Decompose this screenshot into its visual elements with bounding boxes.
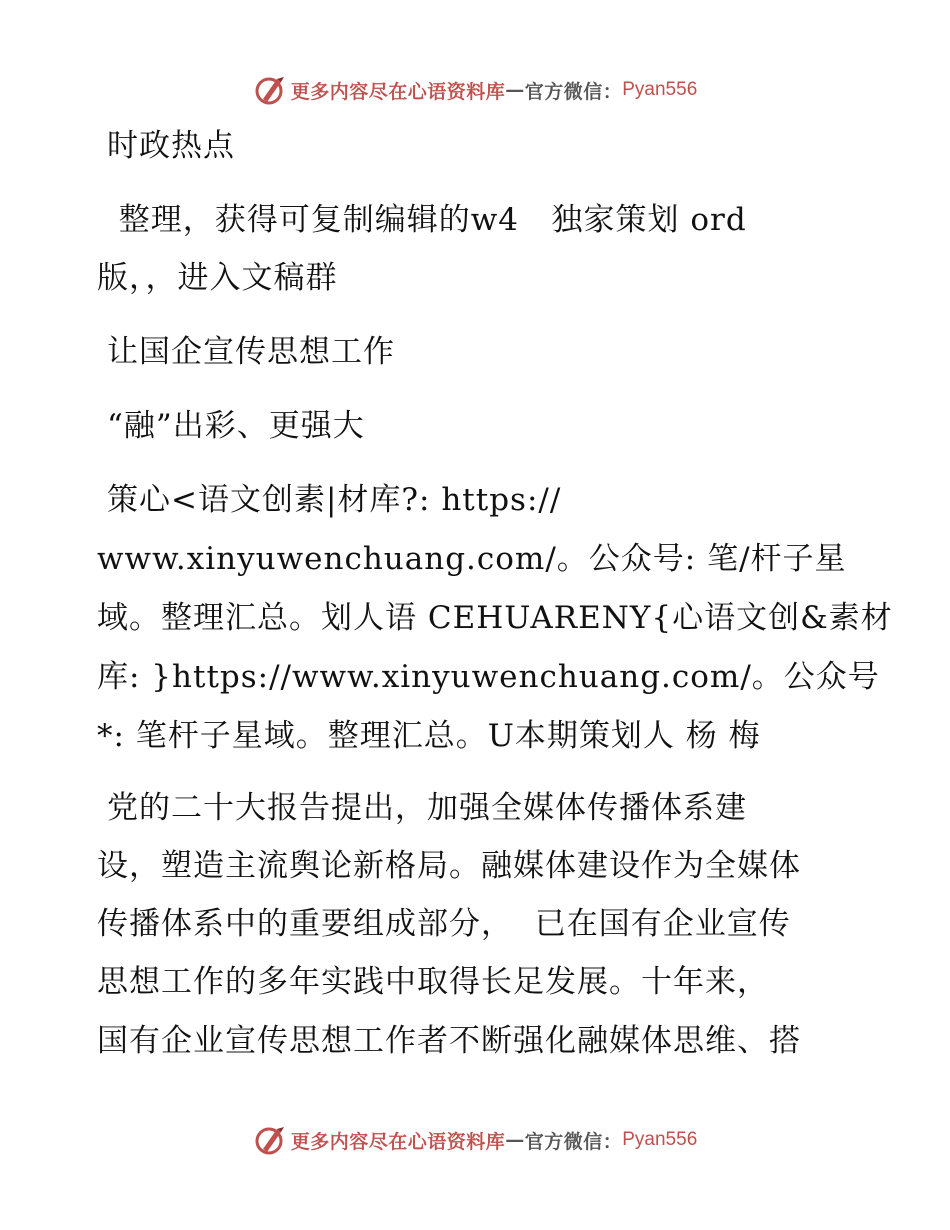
body-line: 设，塑造主流舆论新格局。融媒体建设作为全媒体 bbox=[97, 848, 801, 884]
body-line: 思想工作的多年实践中取得长足发展。十年来， bbox=[97, 964, 769, 1000]
body-line: *: 笔杆子星域。整理汇总。U本期策划人 杨 梅 bbox=[97, 718, 761, 754]
header-official-label: 官方微信： bbox=[524, 80, 623, 103]
body-line: www.xinyuwenchuang.com/。公众号: 笔/杆子星 bbox=[97, 541, 847, 577]
header-wechat-id: Pyan556 bbox=[622, 79, 698, 100]
header-dash: — bbox=[505, 79, 525, 101]
footer-watermark-title: 更多内容尽在心语资料库 bbox=[290, 1130, 506, 1153]
body-line: 传播体系中的重要组成部分， 已在国有企业宣传 bbox=[97, 906, 791, 942]
body-line: 库: }https://www.xinyuwenchuang.com/。公众号 bbox=[97, 659, 880, 695]
footer-wechat-id: Pyan556 bbox=[622, 1129, 698, 1150]
header-watermark bbox=[0, 70, 950, 110]
body-line: 整理，获得可复制编辑的w4 独家策划 ord bbox=[97, 202, 747, 238]
body-line: 国有企业宣传思想工作者不断强化融媒体思维、搭 bbox=[97, 1023, 801, 1059]
footer-official-label: 官方微信： bbox=[524, 1130, 623, 1153]
article-title-line-1: 让国企宣传思想工作 bbox=[107, 334, 395, 370]
header-watermark-title: 更多内容尽在心语资料库 bbox=[290, 80, 506, 103]
footer-dash: — bbox=[505, 1129, 525, 1151]
pen-logo-icon bbox=[253, 1123, 287, 1157]
footer-watermark bbox=[0, 1120, 950, 1160]
body-line: 党的二十大报告提出，加强全媒体传播体系建 bbox=[107, 790, 747, 826]
section-title: 时政热点 bbox=[107, 128, 235, 164]
body-line: 策心<语文创素|材库?: https:// bbox=[107, 482, 562, 518]
body-line: 域。整理汇总。划人语 CEHUARENY{心语文创&素材 bbox=[97, 600, 893, 636]
body-line: 版，，进入文稿群 bbox=[97, 260, 338, 296]
article-title-line-2: “融”出彩、更强大 bbox=[107, 408, 365, 444]
pen-logo-icon bbox=[253, 73, 287, 107]
